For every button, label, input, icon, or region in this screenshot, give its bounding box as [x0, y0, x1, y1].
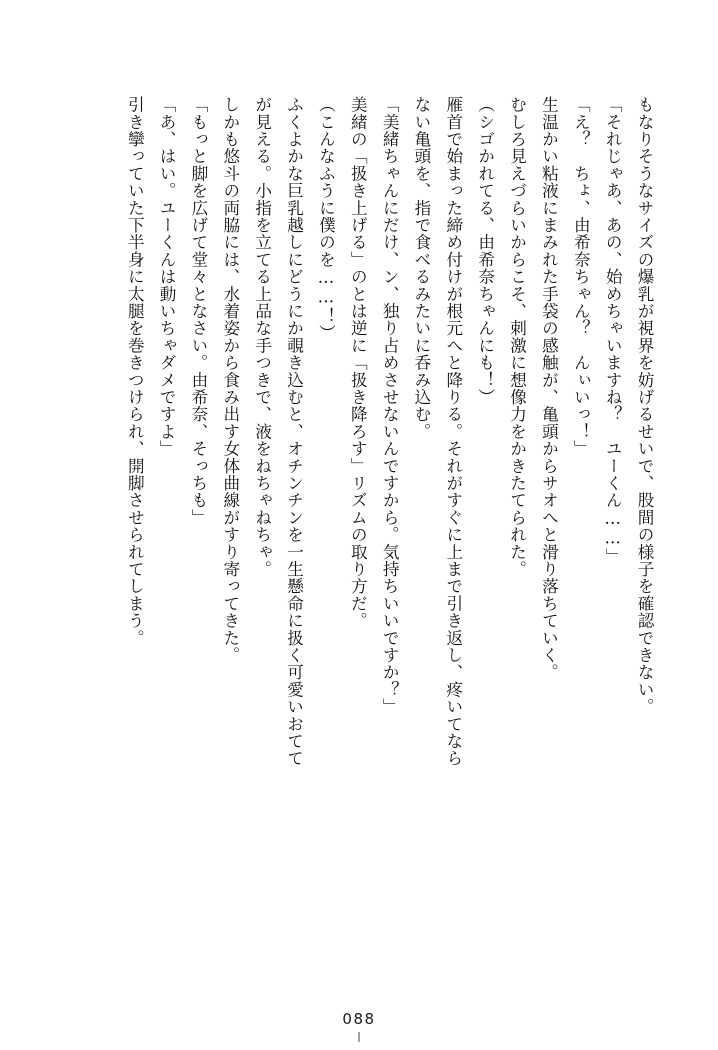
page-number: 088 [342, 1010, 376, 1028]
paragraph: むしろ見えづらいからこそ、刺激に想像力をかきたてられた。 [507, 96, 527, 578]
paragraph: しかも悠斗の両脇には、水着姿から食み出す女体曲線がすり寄ってきた。 [220, 96, 240, 664]
paragraph: 生温かい粘液にまみれた手袋の感触が、亀頭からサオへと滑り落ちていく。 [539, 96, 559, 681]
paragraph: 「それじゃあ、あの、始めちゃいますね？ ユーくん……」 [603, 96, 623, 566]
paragraph: ない亀頭を、指で食べるみたいに呑み込む。 [411, 96, 431, 440]
novel-text-block [58, 96, 660, 926]
paragraph: （シゴかれてる、由希奈ちゃんにも！） [475, 96, 495, 406]
footer-divider [359, 1032, 360, 1042]
paragraph: もなりそうなサイズの爆乳が視界を妨げるせいで、股間の様子を確認できない。 [635, 96, 654, 716]
paragraph: 「美緒ちゃんにだけ、ン、独り占めさせないんですから。気持ちいいですか？」 [380, 96, 400, 716]
paragraph: 美緒の「扱き上げる」のとは逆に「扱き降ろす」リズムの取り方だ。 [348, 96, 368, 630]
paragraph: （こんなふうに僕のを……！） [316, 96, 336, 342]
paragraph: ふくよかな巨乳越しにどうにか覗き込むと、オチンチンを一生懸命に扱く可愛いおてて [284, 96, 304, 767]
paragraph: 「え？ ちょ、由希奈ちゃん？ んぃいっ！」 [571, 96, 591, 458]
paragraph: 引き攣っていた下半身に太腿を巻きつけられ、開脚させられてしまう。 [125, 96, 145, 647]
paragraph: が見える。小指を立てる上品な手つきで、液をねちゃねちゃ。 [252, 96, 272, 578]
paragraph: 「あ、はい。ユーくんは動いちゃダメですよ」 [157, 96, 177, 458]
paragraph: 雁首で始まった締め付けが根元へと降りる。それがすぐに上まで引き返し、疼いてなら [443, 96, 463, 767]
paragraph: 「もっと脚を広げて堂々となさい。由希奈、そっちも」 [188, 96, 208, 526]
